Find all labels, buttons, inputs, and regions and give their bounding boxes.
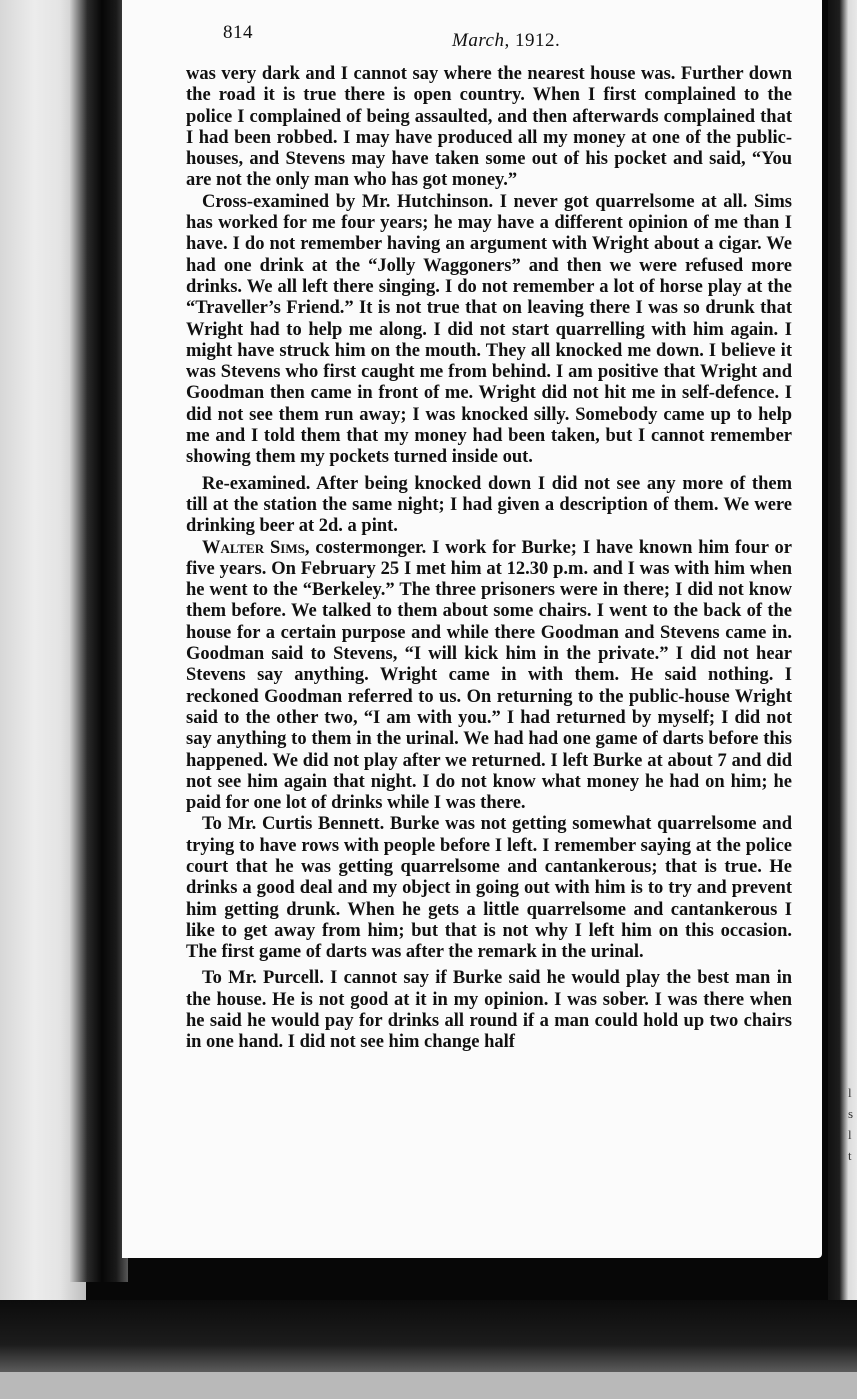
running-head-year: , 1912.: [504, 30, 561, 51]
witness-name: Walter Sims: [202, 537, 305, 558]
page-number: 814: [223, 22, 253, 43]
book-gutter: [70, 0, 128, 1282]
paragraph-text: , costermonger. I work for Burke; I have known him four or five years. On February 25 I met him at 12.30 p.m. and I was with him when he went to the “Berkeley.” The three prisoners were in there; I did not know them before. We talked to them about some chairs. I went to the back of the house for a certain purpose and while there Goodman and Stevens came in. Goodman said to Stevens, “I will kick him in the private.” I did not hear Stevens say anything. Wright came in with them. He said nothing. I reckoned Goodman referred to us. On returning to the public-house Wright said to the other two, “I am with you.” I had returned by myself; I did not say anything to them in the urinal. We had had one game of darts before this happened. We did not play after we returned. I left Burke at about 7 and did not see him again that night. I do not know what money he had on him; he paid for one lot of drinks while I was there.: [186, 537, 792, 814]
running-head: [452, 30, 560, 52]
paragraph: was very dark and I cannot say where the nearest house was. Further down the road it is true there is open country. When I first complained to the police I complained of being assaulted, and then afterwards complained that I had been robbed. I may have produced all my money at one of the public-houses, and Stevens may have taken some out of his pocket and said, “You are not the only man who has got money.”: [186, 64, 792, 191]
paragraph: Cross-examined by Mr. Hutchinson. I never got quarrelsome at all. Sims has worked for me four years; he may have a different opinion of me than I have. I do not remember having an argument with Wright about a cigar. We had one drink at the “Jolly Waggoners” and then we were refused more drinks. We all left there singing. I do not remember a lot of horse play at the “Traveller’s Friend.” It is not true that on leaving there I was so drunk that Wright had to help me along. I did not start quarrelling with him again. I might have struck him on the mouth. They all knocked me down. I believe it was Stevens who first caught me from behind. I am positive that Wright and Goodman then came in front of me. Wright did not hit me in self-defence. I did not see them run away; I was knocked silly. Somebody came up to help me and I told them that my money had been taken, but I cannot remember showing them my pockets turned inside out.: [186, 191, 792, 468]
next-page-fragment: l s l t: [848, 1085, 854, 1163]
paragraph: Re-examined. After being knocked down I did not see any more of them till at the station the same night; I had given a description of them. We were drinking beer at 2d. a pint.: [186, 473, 792, 537]
paragraph: [186, 538, 792, 815]
scan-bottom-strip: [0, 1372, 857, 1399]
paragraph: To Mr. Curtis Bennett. Burke was not getting somewhat quarrelsome and trying to have rows with people before I left. I remember saying at the police court that he was getting quarrelsome and cantankerous; that is true. He drinks a good deal and my object in going out with him is to try and prevent him getting drunk. When he gets a little quarrelsome and cantankerous I like to get away from him; but that is not why I left him on this occasion. The first game of darts was after the remark in the urinal.: [186, 814, 792, 963]
page-body-text: [186, 64, 792, 1054]
running-head-month: March: [452, 30, 505, 51]
paragraph: To Mr. Purcell. I cannot say if Burke said he would play the best man in the house. He is not good at it in my opinion. I was sober. I was there when he said he would pay for drinks all round if a man could hold up two chairs in one hand. I did not see him change half: [186, 968, 792, 1053]
